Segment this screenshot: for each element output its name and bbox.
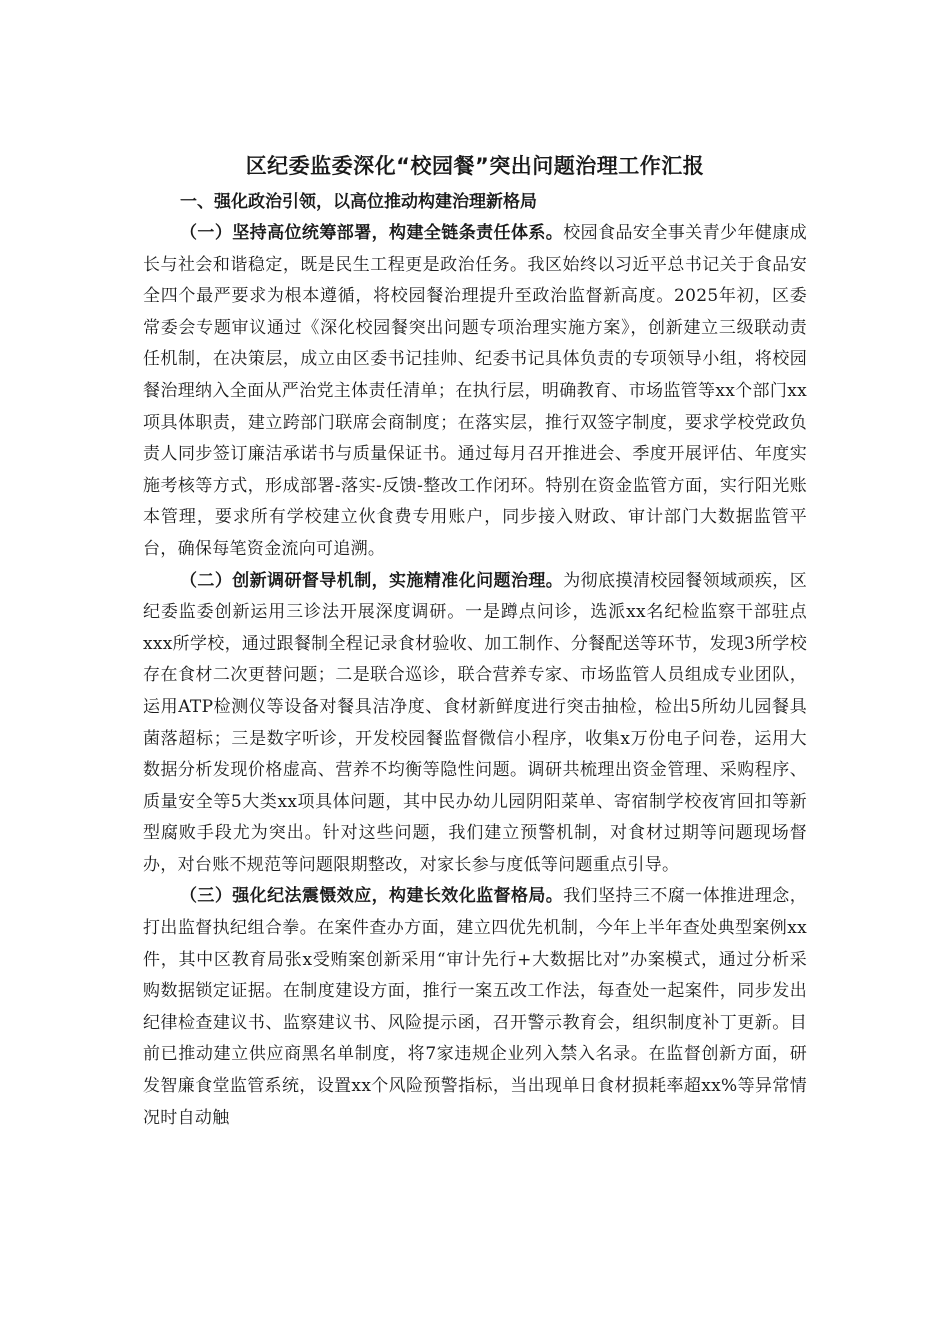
paragraph-body: 校园食品安全事关青少年健康成长与社会和谐稳定，既是民生工程更是政治任务。我区始终以习近平总书记关于食品安全四个最严要求为根本遵循，将校园餐治理提升至政治监督新高度。2025年初，区委常委会专题审议通过《深化校园餐突出问题专项治理实施方案》，创新建立三级联动责任机制，在决策层，成立由区委书记挂帅、纪委书记具体负责的专项领导小组，将校园餐治理纳入全面从严治党主体责任清单；在执行层，明确教育、市场监管等xx个部门xx项具体职责，建立跨部门联席会商制度；在落实层，推行双签字制度，要求学校党政负责人同步签订廉洁承诺书与质量保证书。通过每月召开推进会、季度开展评估、年度实施考核等方式，形成部署-落实-反馈-整改工作闭环。特别在资金监管方面，实行阳光账本管理，要求所有学校建立伙食费专用账户，同步接入财政、审计部门大数据监管平台，确保每笔资金流向可追溯。 bbox=[143, 223, 807, 559]
document-page bbox=[143, 146, 807, 1134]
paragraph-body: 我们坚持三不腐一体推进理念，打出监督执纪组合拳。在案件查办方面，建立四优先机制，今年上半年查处典型案例xx件，其中区教育局张x受贿案创新采用“审计先行+大数据比对”办案模式，通过分析采购数据锁定证据。在制度建设方面，推行一案五改工作法，每查处一起案件，同步发出纪律检查建议书、监察建议书、风险提示函，召开警示教育会，组织制度补丁更新。目前已推动建立供应商黑名单制度，将7家违规企业列入禁入名录。在监督创新方面，研发智廉食堂监管系统，设置xx个风险预警指标，当出现单日食材损耗率超xx%等异常情况时自动触 bbox=[143, 886, 807, 1128]
paragraph-2 bbox=[143, 566, 807, 882]
document-title: 区纪委监委深化“校园餐”突出问题治理工作汇报 bbox=[245, 154, 705, 178]
section-heading: 一、强化政治引领，以高位推动构建治理新格局 bbox=[180, 192, 537, 212]
paragraph-1 bbox=[143, 218, 807, 566]
section-1 bbox=[143, 186, 807, 1134]
paragraph-lead: （二）创新调研督导机制，实施精准化问题治理。 bbox=[180, 570, 564, 591]
paragraph-lead: （一）坚持高位统筹部署，构建全链条责任体系。 bbox=[180, 223, 564, 243]
paragraph-lead: （三）强化纪法震慑效应，构建长效化监督格局。 bbox=[180, 886, 564, 907]
paragraph-body: 为彻底摸清校园餐领域顽疾，区纪委监委创新运用三诊法开展深度调研。一是蹲点问诊，选派xx名纪检监察干部驻点xxx所学校，通过跟餐制全程记录食材验收、加工制作、分餐配送等环节，发现3所学校存在食材二次更替问题；二是联合巡诊，联合营养专家、市场监管人员组成专业团队，运用ATP检测仪等设备对餐具洁净度、食材新鲜度进行突击抽检，检出5所幼儿园餐具菌落超标；三是数字听诊，开发校园餐监督微信小程序，收集x万份电子问卷，运用大数据分析发现价格虚高、营养不均衡等隐性问题。调研共梳理出资金管理、采购程序、质量安全等5大类xx项具体问题，其中民办幼儿园阴阳菜单、寄宿制学校夜宵回扣等新型腐败手段尤为突出。针对这些问题，我们建立预警机制，对食材过期等问题现场督办，对台账不规范等问题限期整改，对家长参与度低等问题重点引导。 bbox=[143, 570, 807, 875]
paragraph-3 bbox=[143, 881, 807, 1134]
